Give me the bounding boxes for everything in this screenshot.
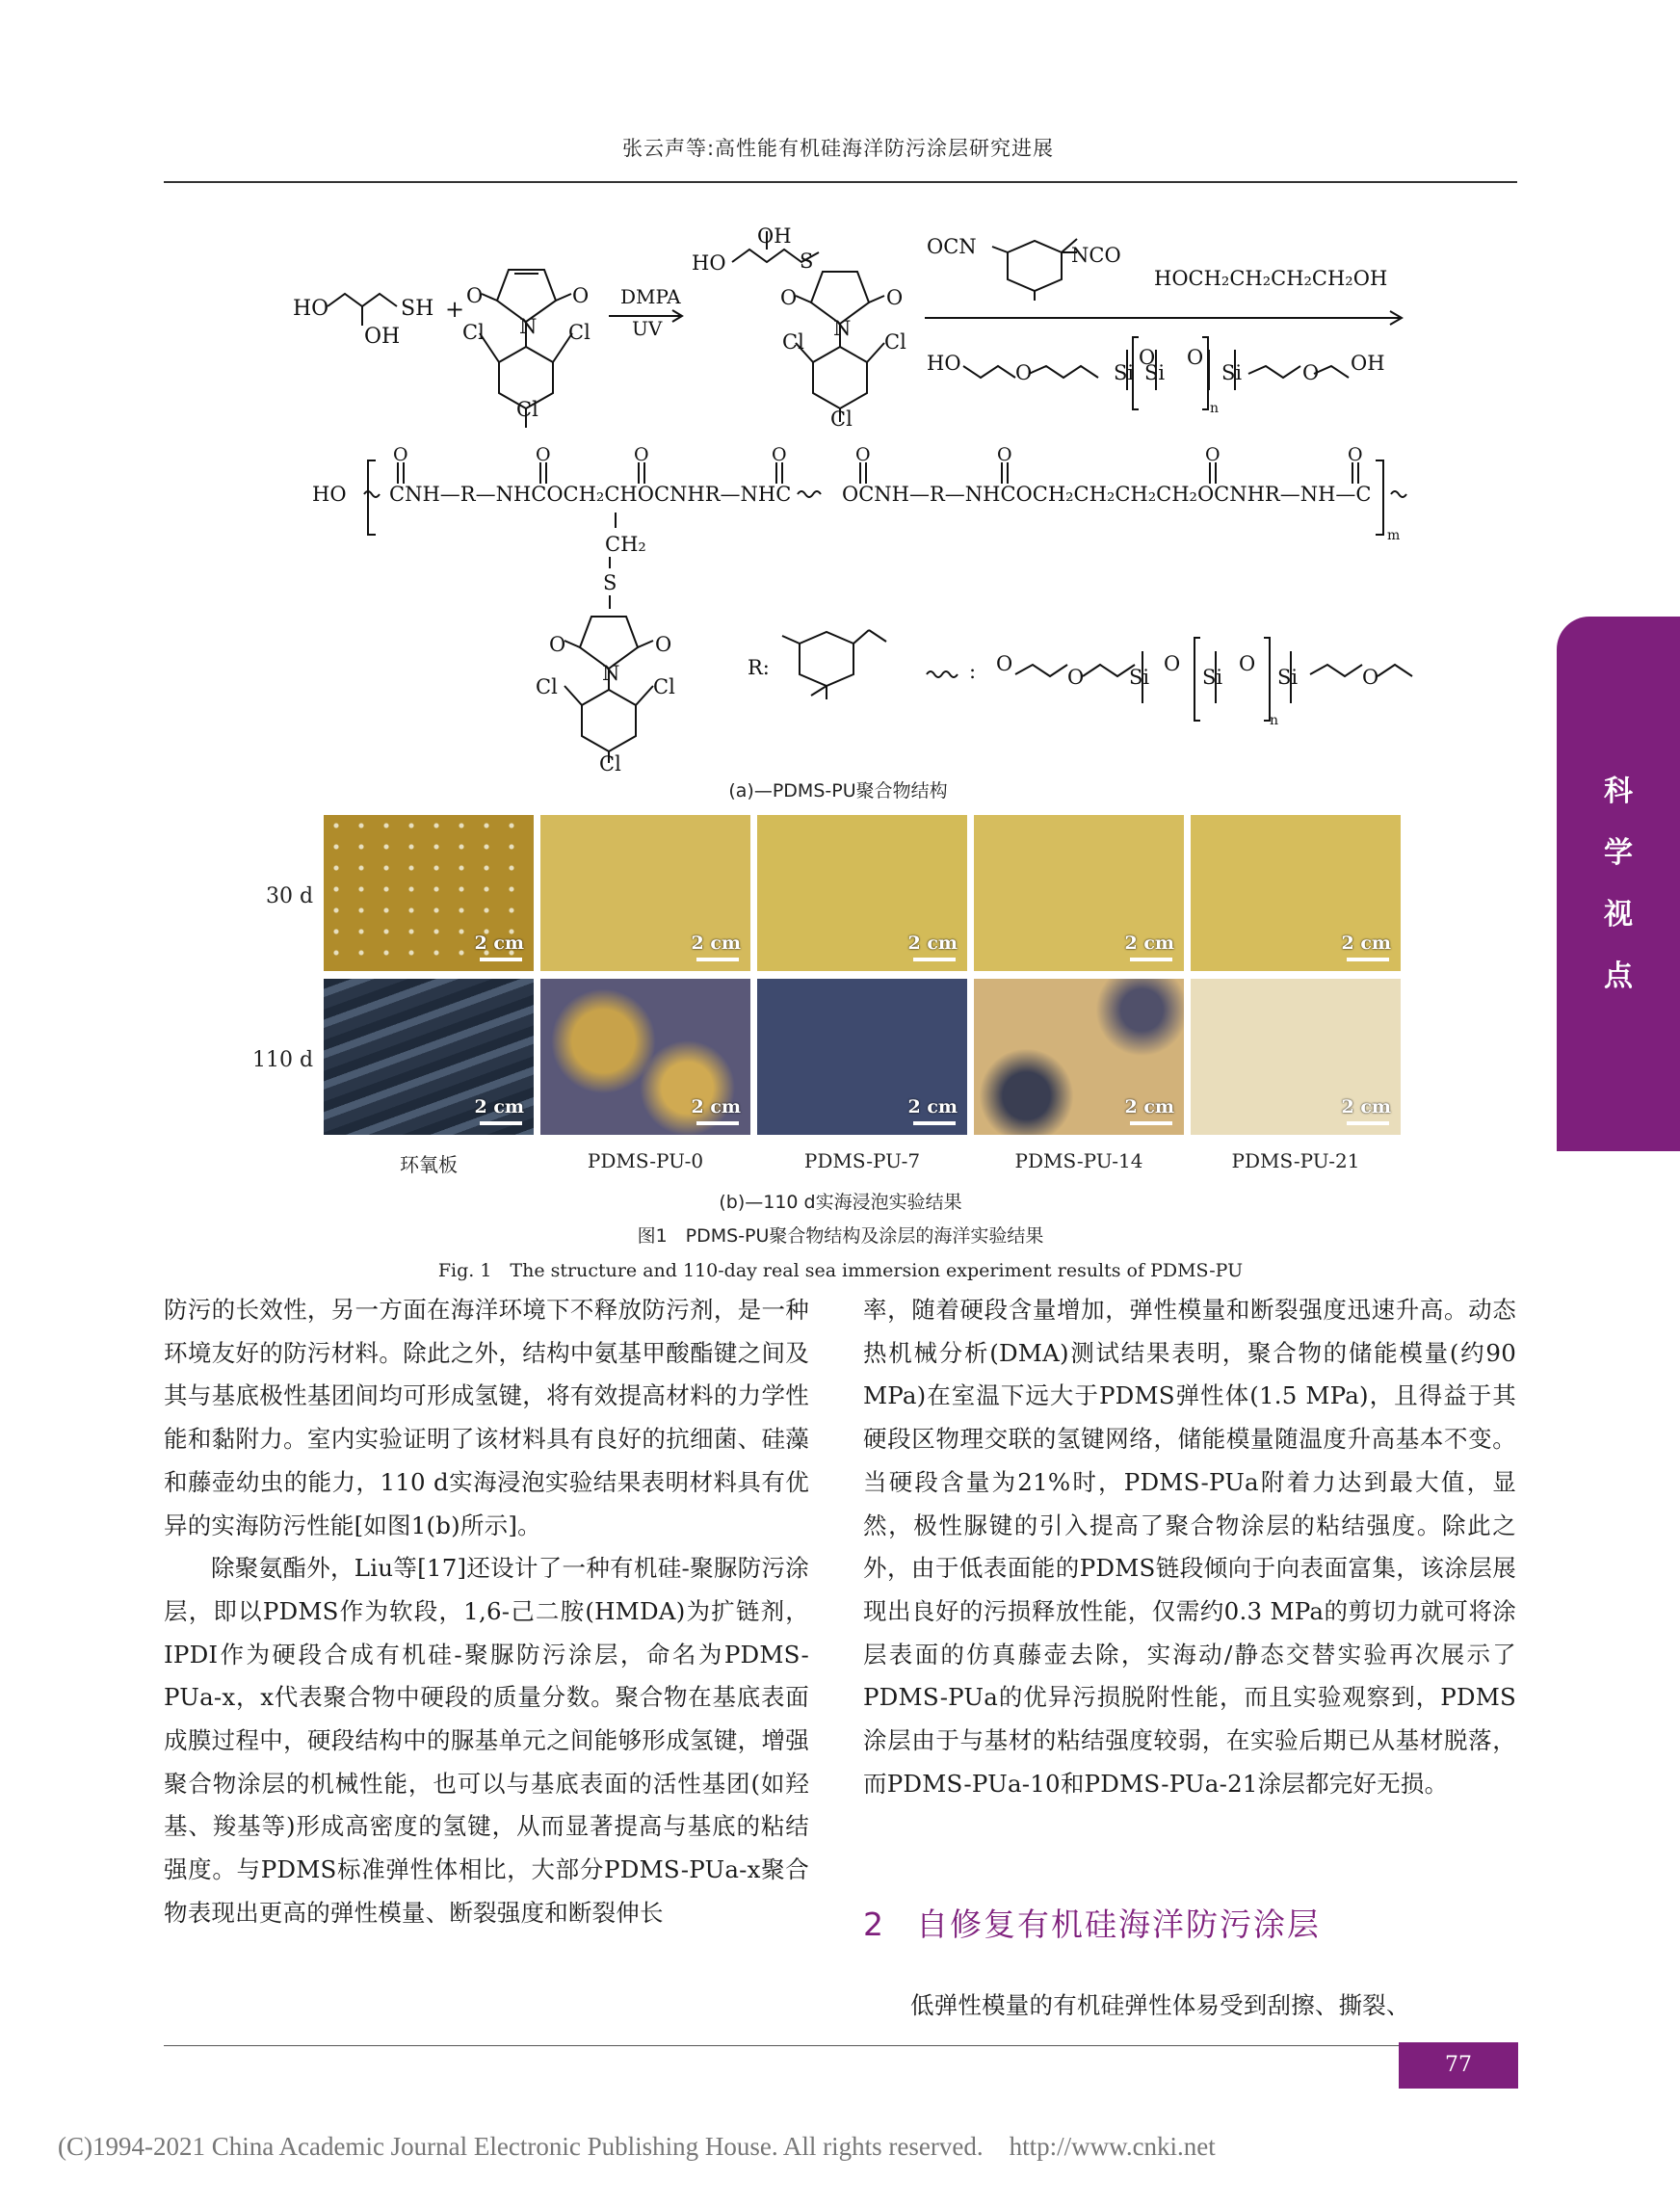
scheme-text: Cl <box>782 330 804 354</box>
scheme-text: Cl <box>653 675 675 698</box>
paragraph: 低弹性模量的有机硅弹性体易受到刮擦、撕裂、 <box>910 1991 1410 2019</box>
scheme-text: n <box>1270 713 1279 728</box>
scale-bar <box>1130 958 1172 961</box>
scheme-text: O <box>1239 652 1256 675</box>
immersion-photo <box>974 979 1184 1135</box>
scheme-text: Si <box>1277 666 1299 689</box>
scheme-text: O <box>1205 444 1221 465</box>
scheme-text: N <box>602 662 620 685</box>
scheme-text: OH <box>364 325 401 349</box>
scale-bar <box>913 1121 956 1125</box>
column-label: 环氧板 <box>400 1153 458 1176</box>
immersion-photo <box>757 979 967 1135</box>
scheme-text: O <box>1015 361 1033 384</box>
scheme-text: N <box>519 315 538 338</box>
paragraph: 除聚氨酯外，Liu等[17]还设计了一种有机硅-聚脲防污涂层，即以PDMS作为软段，1,6-己二胺(HMDA)为扩链剂，IPDI作为硬段合成有机硅-聚脲防污涂层，命名为PDMS-PUa-x，x代表聚合物中硬段的质量分数。聚合物在基底表面成膜过程中，硬段结构中的脲基单元之间能够形成氢键，增强聚合物涂层的机械性能，也可以与基底表面的活性基团(如羟基、羧基等)形成高密度的氢键，从而显著提高与基底的粘结强度。与PDMS标准弹性体相比，大部分PDMS-PUa-x聚合物表现出更高的弹性模量、断裂强度和断裂伸长 <box>164 1554 809 1927</box>
scheme-text: S <box>603 571 617 594</box>
scheme-text: S <box>800 250 814 273</box>
scale-bar <box>1130 1121 1172 1125</box>
scheme-text: Cl <box>884 330 906 354</box>
scheme-text: OCN <box>927 235 977 258</box>
scheme-text: O <box>1164 652 1181 675</box>
scheme-text: O <box>997 444 1012 465</box>
scale-bar-label: 2 cm <box>1341 1096 1391 1117</box>
scheme-text: O <box>1067 666 1085 689</box>
scheme-text: HO <box>293 297 329 321</box>
scale-bar-label: 2 cm <box>907 1096 958 1117</box>
page-number: 77 <box>1399 2042 1518 2089</box>
scheme-text: O <box>572 284 590 307</box>
scheme-text: O <box>634 444 649 465</box>
immersion-photo <box>757 815 967 971</box>
scheme-text: OCNH—R—NHCOCH₂CH₂CH₂CH₂OCNHR—NH—C <box>842 483 1372 506</box>
scheme-text: Cl <box>830 407 853 431</box>
column-label: PDMS-PU-7 <box>803 1149 921 1172</box>
scale-bar <box>696 1121 739 1125</box>
running-head: 张云声等:高性能有机硅海洋防污涂层研究进展 <box>621 137 1055 160</box>
immersion-photo <box>1191 815 1401 971</box>
scale-bar <box>1347 958 1389 961</box>
scheme-text: O <box>393 444 408 465</box>
scheme-text: UV <box>632 317 663 340</box>
immersion-photo <box>540 979 750 1135</box>
scale-bar <box>1347 1121 1389 1125</box>
scale-bar-label: 2 cm <box>1124 1096 1174 1117</box>
scheme-text: N <box>833 317 852 340</box>
scheme-text: O <box>1187 346 1204 369</box>
scheme-text: O <box>1362 666 1379 689</box>
scheme-text: O <box>1348 444 1363 465</box>
scheme-text: O <box>996 652 1013 675</box>
scale-bar <box>480 958 522 961</box>
scheme-text: R: <box>748 656 770 679</box>
scale-bar-label: 2 cm <box>1124 933 1174 954</box>
scheme-text: HO <box>692 251 726 275</box>
scale-bar-label: 2 cm <box>691 1096 741 1117</box>
scheme-text: CNH—R—NHCOCH₂CHOCNHR—NHC <box>389 483 792 506</box>
immersion-photo <box>974 815 1184 971</box>
row-label-30d: 30 d <box>266 884 314 908</box>
paragraph: 防污的长效性，另一方面在海洋环境下不释放防污剂，是一种环境友好的防污材料。除此之外，结构中氨基甲酸酯键之间及其与基底极性基团间均可形成氢键，将有效提高材料的力学性能和黏附力。室内实验证明了该材料具有良好的抗细菌、硅藻和藤壶幼虫的能力，110 d实海浸泡实验结果表明材料具有优异的实海防污性能[如图1(b)所示]。 <box>164 1296 809 1539</box>
side-tab-char: 点 <box>1604 959 1633 993</box>
section-title: 自修复有机硅海洋防污涂层 <box>916 1906 1321 1943</box>
column-label: PDMS-PU-14 <box>1014 1149 1143 1172</box>
scheme-text: HOCH₂CH₂CH₂CH₂OH <box>1154 267 1388 290</box>
scheme-text: + <box>445 296 465 323</box>
scheme-text: Si <box>1144 361 1166 384</box>
scheme-text: O <box>780 286 798 309</box>
footer-rule <box>164 2045 1517 2046</box>
right-column <box>863 1289 1516 1805</box>
side-tab-char: 视 <box>1604 898 1633 932</box>
paragraph: 率，随着硬段含量增加，弹性模量和断裂强度迅速升高。动态热机械分析(DMA)测试结果表明，聚合物的储能模量(约90 MPa)在室温下远大于PDMS弹性体(1.5 MPa)，且得益于其硬段区物理交联的氢键网络，储能模量随温度升高基本不变。当硬段含量为21%时，PDMS-PUa附着力达到最大值，显然，极性脲键的引入提高了聚合物涂层的粘结强度。除此之外，由于低表面能的PDMS链段倾向于向表面富集，该涂层展现出良好的污损释放性能，仅需约0.3 MPa的剪切力就可将涂层表面的仿真藤壶去除，实海动/静态交替实验再次展示了PDMS-PUa的优异污损脱附性能，而且实验观察到，PDMS涂层由于与基材的粘结强度较弱，在实验后期已从基材脱落，而PDMS-PUa-10和PDMS-PUa-21涂层都完好无损。 <box>863 1296 1516 1798</box>
section-number: 2 <box>863 1906 885 1943</box>
scheme-text: OH <box>757 224 792 248</box>
scheme-text: Si <box>1114 361 1135 384</box>
right-column-continued <box>863 1985 1516 2028</box>
scheme-text: Cl <box>516 398 538 421</box>
scale-bar-label: 2 cm <box>1341 933 1391 954</box>
immersion-photo <box>324 815 534 971</box>
panel-a-label: (a)—PDMS-PU聚合物结构 <box>728 780 948 802</box>
scheme-text: O <box>655 633 672 656</box>
immersion-photo <box>1191 979 1401 1135</box>
scale-bar-label: 2 cm <box>691 933 741 954</box>
column-label: PDMS-PU-0 <box>587 1149 704 1172</box>
figure-caption-cn: 图1 PDMS-PU聚合物结构及涂层的海洋实验结果 <box>637 1225 1044 1247</box>
scheme-text: m <box>1387 528 1401 543</box>
figure-caption-en: Fig. 1 The structure and 110-day real sea immersion experiment results of PDMS-PU <box>437 1260 1244 1281</box>
scale-bar <box>480 1121 522 1125</box>
scheme-text: HO <box>927 352 961 375</box>
scale-bar-label: 2 cm <box>907 933 958 954</box>
scheme-text: O <box>536 444 551 465</box>
scheme-text: SH <box>401 297 434 321</box>
scheme-text: CH₂ <box>605 533 646 556</box>
side-tab-char: 科 <box>1604 775 1633 808</box>
scheme-text: O <box>549 633 566 656</box>
section-heading <box>863 1900 1321 1945</box>
scheme-text: O <box>772 444 787 465</box>
scheme-text: NCO <box>1071 244 1121 267</box>
row-label-110d: 110 d <box>252 1048 314 1072</box>
immersion-photo <box>540 815 750 971</box>
scheme-text: : <box>969 660 977 683</box>
scheme-text: DMPA <box>620 285 681 308</box>
scheme-text: OH <box>1351 352 1385 375</box>
scheme-text: O <box>886 286 904 309</box>
scheme-text: Si <box>1129 666 1150 689</box>
scale-bar-label: 2 cm <box>474 933 524 954</box>
chemical-scheme <box>0 0 1680 809</box>
scheme-text: O <box>1139 346 1156 369</box>
scale-bar <box>913 958 956 961</box>
side-tab-char: 学 <box>1604 836 1633 870</box>
scheme-text: Si <box>1221 361 1243 384</box>
left-column <box>164 1289 809 1935</box>
scheme-text: Cl <box>462 321 485 344</box>
scheme-text: O <box>855 444 871 465</box>
immersion-photo <box>324 979 534 1135</box>
copyright-footer: (C)1994-2021 China Academic Journal Electronic Publishing House. All rights reserved. http://www.cnki.net <box>58 2132 1216 2161</box>
scale-bar <box>696 958 739 961</box>
scheme-text: O <box>1302 361 1320 384</box>
scheme-text: HO <box>312 483 347 506</box>
panel-b-label: (b)—110 d实海浸泡实验结果 <box>719 1192 962 1213</box>
scale-bar-label: 2 cm <box>474 1096 524 1117</box>
scheme-text: Cl <box>599 752 621 775</box>
scheme-text: Si <box>1202 666 1223 689</box>
scheme-text: Cl <box>568 321 591 344</box>
column-label: PDMS-PU-21 <box>1231 1149 1360 1172</box>
scheme-text: O <box>466 284 484 307</box>
scheme-text: n <box>1210 401 1220 416</box>
scheme-text: Cl <box>536 675 558 698</box>
